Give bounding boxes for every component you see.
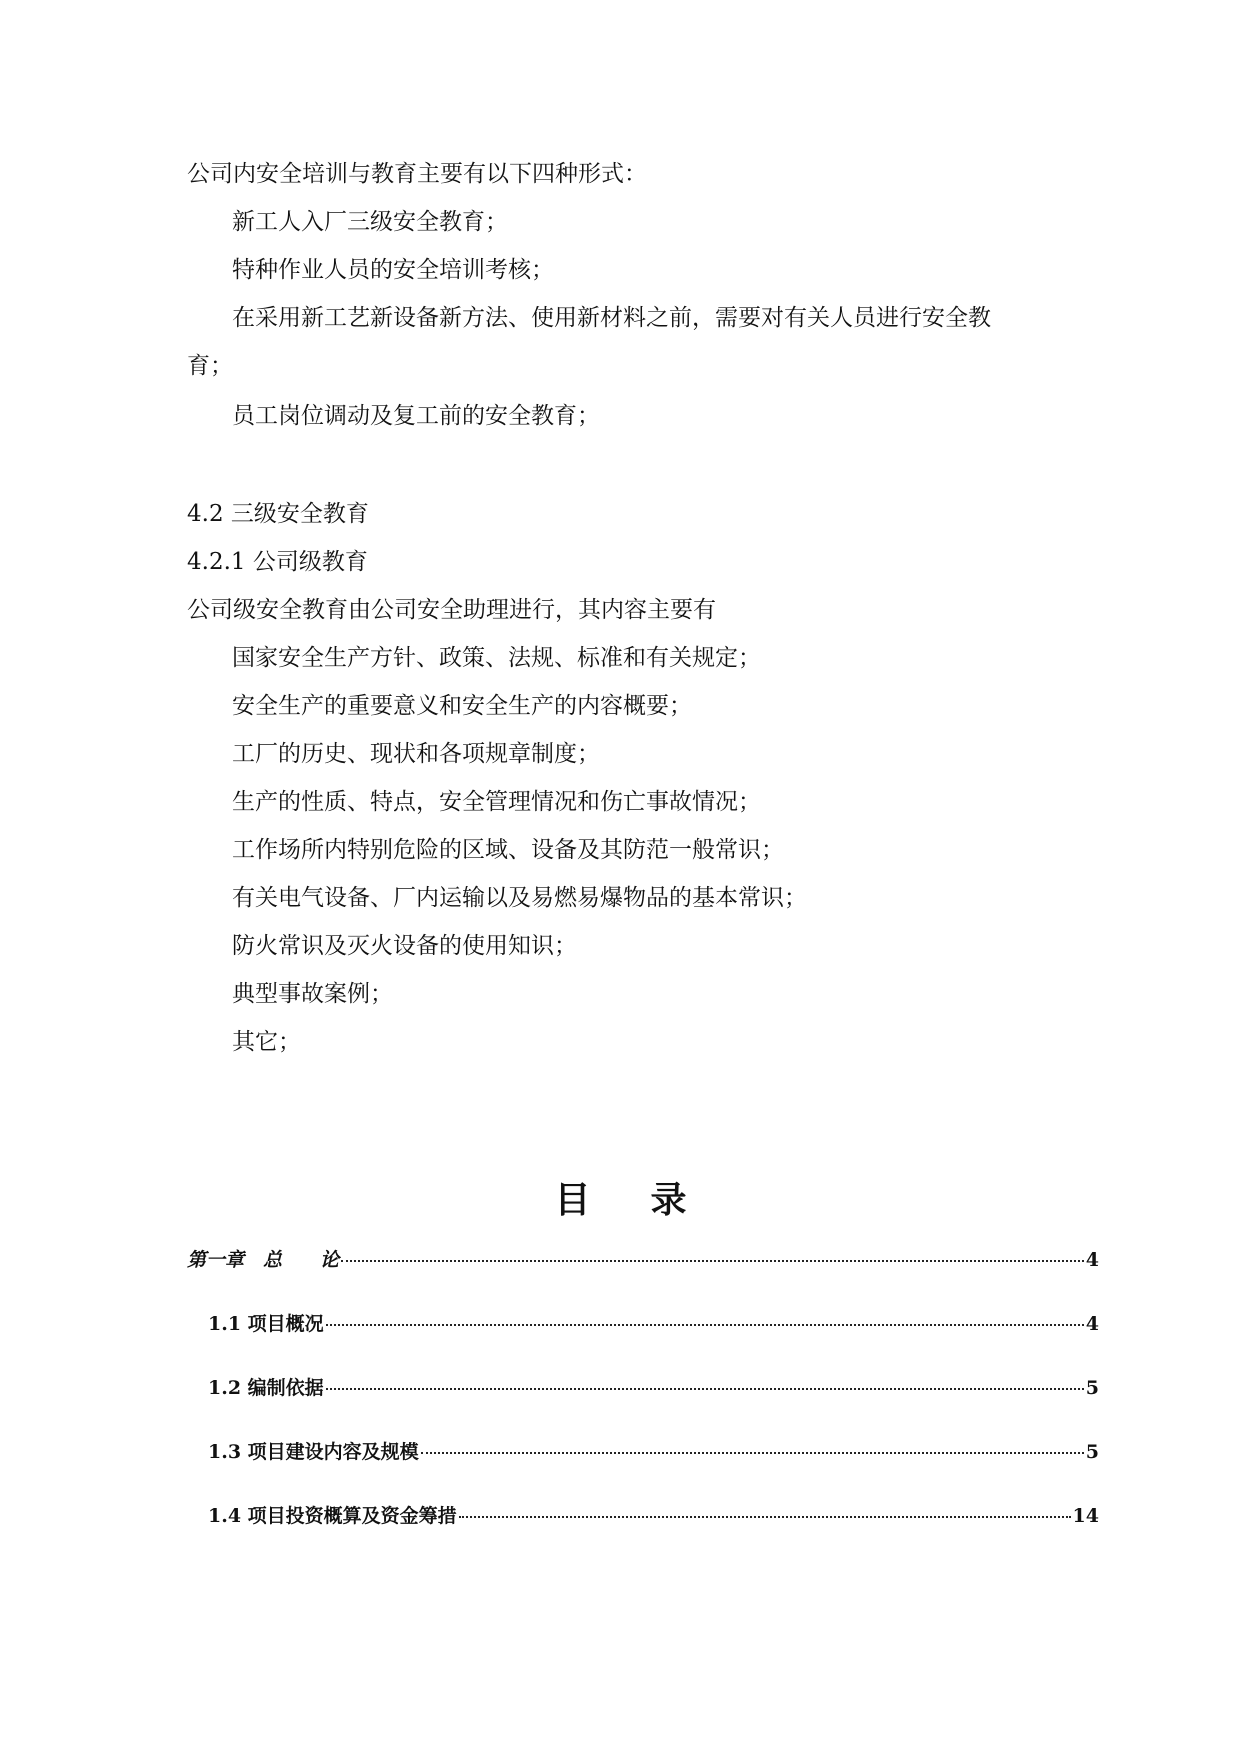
list-item: 防火常识及灭火设备的使用知识； — [232, 933, 577, 959]
intro-paragraph: 公司内安全培训与教育主要有以下四种形式： — [187, 161, 647, 187]
toc-leader-dots — [326, 1324, 1084, 1326]
list-item-continuation: 育； — [187, 353, 233, 379]
toc-leader-dots — [326, 1388, 1084, 1390]
toc-leader-dots — [459, 1516, 1071, 1518]
list-item: 新工人入厂三级安全教育； — [232, 209, 508, 235]
toc-entry-page: 5 — [1085, 1377, 1099, 1399]
list-item: 其它； — [232, 1029, 301, 1055]
list-item: 特种作业人员的安全培训考核； — [232, 257, 554, 283]
toc-entry[interactable] — [187, 1245, 1099, 1271]
list-item: 在采用新工艺新设备新方法、使用新材料之前，需要对有关人员进行安全教 — [232, 305, 991, 331]
list-item: 典型事故案例； — [232, 981, 393, 1007]
subsection-heading: 4.2.1 公司级教育 — [187, 549, 368, 575]
list-item: 生产的性质、特点，安全管理情况和伤亡事故情况； — [232, 789, 761, 815]
toc-entry-page: 14 — [1072, 1505, 1099, 1527]
toc-leader-dots — [421, 1452, 1084, 1454]
list-item: 工厂的历史、现状和各项规章制度； — [232, 741, 600, 767]
paragraph: 公司级安全教育由公司安全助理进行，其内容主要有 — [187, 597, 716, 623]
section-heading: 4.2 三级安全教育 — [187, 501, 369, 527]
toc-entry-page: 4 — [1085, 1313, 1099, 1335]
toc-entry-label: 1.2 编制依据 — [208, 1377, 324, 1399]
toc-entry[interactable] — [208, 1437, 1099, 1463]
toc-entry-label: 第一章 总 论 — [187, 1249, 340, 1271]
toc-entry-label: 1.4 项目投资概算及资金筹措 — [208, 1505, 457, 1527]
toc-title: 目录 — [554, 1179, 747, 1221]
toc-entry-label: 1.3 项目建设内容及规模 — [208, 1441, 419, 1463]
list-item: 员工岗位调动及复工前的安全教育； — [232, 403, 600, 429]
list-item: 国家安全生产方针、政策、法规、标准和有关规定； — [232, 645, 761, 671]
toc-entry[interactable] — [208, 1373, 1099, 1399]
toc-leader-dots — [341, 1260, 1084, 1262]
toc-entry-label: 1.1 项目概况 — [208, 1313, 324, 1335]
list-item: 工作场所内特别危险的区域、设备及其防范一般常识； — [232, 837, 784, 863]
toc-entry[interactable] — [208, 1309, 1099, 1335]
toc-entry-page: 5 — [1085, 1441, 1099, 1463]
list-item: 安全生产的重要意义和安全生产的内容概要； — [232, 693, 692, 719]
list-item: 有关电气设备、厂内运输以及易燃易爆物品的基本常识； — [232, 885, 807, 911]
toc-entry[interactable] — [208, 1501, 1099, 1527]
toc-entry-page: 4 — [1085, 1249, 1099, 1271]
